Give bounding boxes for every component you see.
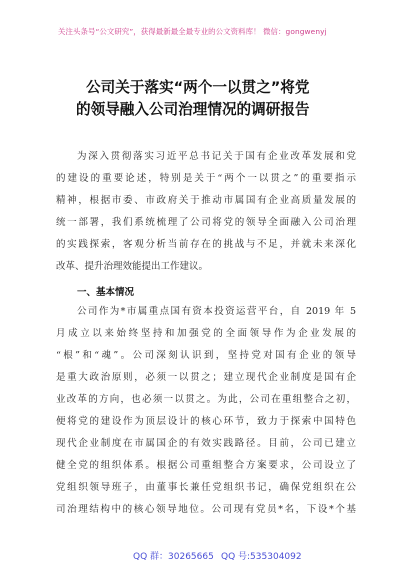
intro-line: 为深入贯彻落实习近平总书记关于国有企业改革发展和党	[77, 151, 356, 162]
section1-line: 党组织领导班子，由董事长兼任党组织书记，确保党组织在公	[56, 482, 356, 493]
intro-line: 精神，根据市委、市政府关于推动市属国有企业高质量发展的	[56, 195, 356, 206]
document-title-line-2: 的领导融入公司治理情况的调研报告	[76, 101, 310, 118]
footer-contact	[0, 547, 408, 567]
intro-line: 统一部署，我们系统梳理了公司将党的领导全面融入公司治理	[56, 217, 356, 228]
section1-line: 公司作为*市属重点国有资本投资运营平台，自 2019 年 5	[77, 306, 356, 317]
intro-line: 的建设的重要论述，特别是关于“两个一以贯之”的重要指示	[56, 173, 356, 184]
section1-line: 业改革的方向，也必须一以贯之。为此，公司在重组整合之初，	[56, 394, 356, 405]
section1-line: 健全党的组织体系。根据公司重组整合方案要求，公司设立了	[56, 460, 356, 471]
document-title-line-1: 公司关于落实“两个一以贯之”将党	[86, 79, 310, 96]
footer-qq-group: QQ 群：30265665	[133, 552, 214, 562]
section1-line: 便将党的建设作为顶层设计的核心环节，致力于探索中国特色	[56, 416, 356, 427]
section1-line: 月成立以来始终坚持和加强党的全面领导作为企业发展的	[56, 328, 356, 339]
section-heading-basic-info: 一、基本情况	[77, 287, 135, 298]
header-promo-note: 关注头条号“公文研究”，获得最新最全最专业的公文资料库！ 微信：gongwenyj	[58, 27, 327, 36]
section1-line: 现代企业制度在市属国企的有效实践路径。目前，公司已建立	[56, 438, 356, 449]
footer-qq-number: QQ 号:535304092	[221, 552, 302, 562]
section1-line: 司治理结构中的核心领导地位。公司现有党员*名，下设*个基	[56, 504, 356, 515]
section1-line: 是重大政治原则，必须一以贯之；建立现代企业制度是国有企	[56, 372, 356, 383]
intro-line: 的实践探索，客观分析当前存在的挑战与不足，并就未来深化	[56, 239, 356, 250]
section1-line: “根”和“魂”。公司深刻认识到，坚持党对国有企业的领导	[56, 350, 356, 361]
intro-line: 改革、提升治理效能提出工作建议。	[56, 261, 209, 272]
